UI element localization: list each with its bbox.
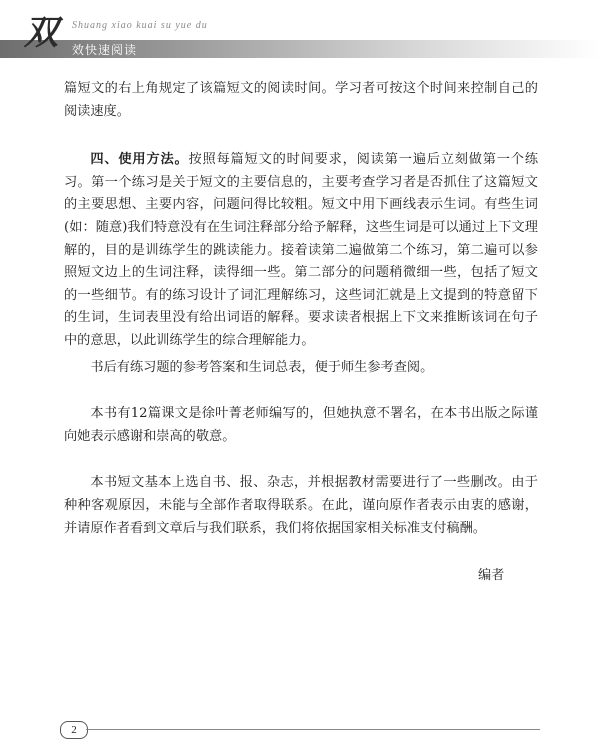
- usage-text: 按照每篇短文的时间要求，阅读第一遍后立刻做第一个练习。第一个练习是关于短文的主要信息的，主要考查学习者是否抓住了这篇短文的主要思想、主要内容，问题问得比较粗。短文中用下画线表示生词。有些生词(如：随意)我们特意没有在生词注释部分给予解释，这些生词是可以通过上下文理解的，目的是训练学生的跳读能力。接着读第二遍做第二个练习，第二遍可以参照短文边上的生词注释，读得细一些。第二部分的问题稍微细一些，包括了短文的一些细节。有的练习设计了词汇理解练习，这些词汇就是上文提到的特意留下的生词，生词表里没有给出词语的解释。要求读者根据上下文来推断该词在句子中的意思，以此训练学生的综合理解能力。: [64, 152, 539, 348]
- page-number: 2: [60, 721, 88, 739]
- paragraph-sources: 本书短文基本上选自书、报、杂志，并根据教材需要进行了一些删改。由于种种客观原因，未能与全部作者取得联系。在此，谨向原作者表示由衷的感谢，并请原作者看到文章后与我们联系，我们将依据国家相关标准支付稿酬。: [64, 475, 538, 536]
- paragraph-usage: [64, 149, 538, 352]
- paragraph-1: 篇短文的右上角规定了该篇短文的阅读时间。学习者可按这个时间来控制自己的阅读速度。: [64, 81, 538, 119]
- page-header: [0, 0, 600, 70]
- series-logo: 双: [24, 13, 58, 53]
- series-title: 效快速阅读: [72, 43, 138, 57]
- paragraph-acknowledgement: 本书有12篇课文是徐叶菁老师编写的，但她执意不署名，在本书出版之际谨向她表示感谢和崇高的敬意。: [64, 406, 538, 444]
- signature: 编者: [478, 568, 505, 583]
- page-body: [64, 78, 538, 540]
- footer-rule: [86, 729, 540, 730]
- paragraph-answers: 书后有练习题的参考答案和生词总表，便于师生参考查阅。: [90, 359, 434, 375]
- series-pinyin: Shuang xiao kuai su yue du: [72, 20, 208, 31]
- usage-heading: 四、使用方法。: [90, 152, 189, 168]
